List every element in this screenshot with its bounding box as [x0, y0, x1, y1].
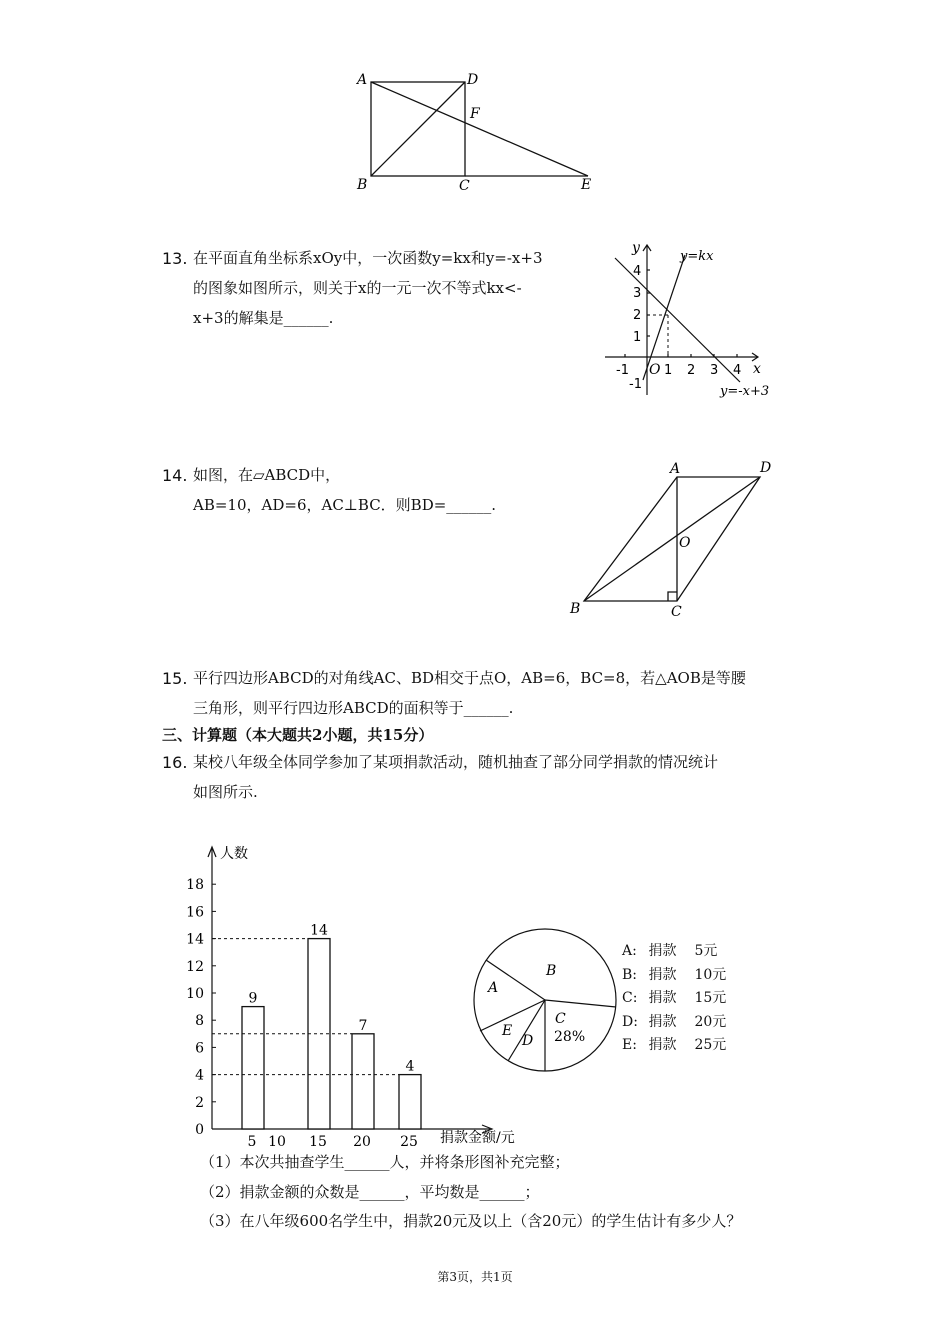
bar-value-label-15: 14 [310, 922, 328, 939]
question-16-sub1: （1）本次共抽查学生______人，并将条形图补充完整； [200, 1153, 570, 1171]
pie-label-c: C [555, 1011, 566, 1027]
question-13-line3: x+3的解集是______. [193, 309, 334, 327]
x-tick-label-15: 15 [309, 1134, 327, 1150]
question-13-number: 13. [162, 249, 188, 268]
axis-x-label: x [753, 361, 761, 377]
axis-y-label: y [632, 240, 640, 256]
label-f: F [470, 106, 480, 122]
legend-row-c: C: 捐款 15元 [622, 990, 727, 1006]
question-13-line1: 在平面直角坐标系xOy中，一次函数y=kx和y=-x+3 [193, 249, 543, 267]
pie-label-b: B [546, 963, 557, 979]
y-tick-1: 1 [633, 330, 642, 345]
legend-row-d: D: 捐款 20元 [622, 1013, 727, 1030]
label-c: C [671, 604, 682, 620]
question-16-number: 16. [162, 753, 188, 772]
legend-row-a: A: 捐款 5元 [622, 943, 718, 959]
question-16-sub2: （2）捐款金额的众数是______，平均数是______； [200, 1183, 540, 1201]
question-15-number: 15. [162, 669, 188, 688]
y-tick-label-8: 8 [195, 1013, 204, 1030]
page-footer: 第3页，共1页 [437, 1270, 513, 1284]
question-16-line2: 如图所示. [193, 783, 258, 801]
question-15-line2: 三角形，则平行四边形ABCD的面积等于______. [193, 699, 514, 717]
pie-chart-donations [470, 925, 620, 1075]
bar-5 [242, 1007, 264, 1129]
x-tick-label-10: 10 [268, 1134, 286, 1150]
pie-label-c-percent: 28% [554, 1029, 586, 1045]
y-tick-4: 4 [633, 264, 642, 279]
pie-label-d: D [522, 1033, 534, 1049]
origin-label: O [649, 362, 661, 378]
label-b: B [357, 177, 368, 193]
legend-row-e: E: 捐款 25元 [622, 1037, 727, 1053]
figure-parallelogram-abcd [560, 455, 790, 625]
legend-row-b: B: 捐款 10元 [622, 966, 727, 983]
y-tick-label-6: 6 [195, 1040, 204, 1057]
y-tick-3: 3 [633, 286, 642, 301]
y-tick-label-14: 14 [186, 931, 204, 948]
line-b-label: y=-x+3 [720, 384, 770, 399]
bar-value-label-5: 9 [248, 990, 258, 1007]
y-tick-label-18: 18 [186, 877, 204, 894]
label-a: A [357, 72, 368, 88]
x-tick-label-20: 20 [353, 1134, 371, 1150]
label-a: A [670, 461, 681, 477]
pie-label-e: E [502, 1023, 513, 1039]
question-14-number: 14. [162, 466, 188, 485]
question-16-sub3: （3）在八年级600名学生中，捐款20元及以上（含20元）的学生估计有多少人？ [200, 1212, 742, 1230]
y-tick-neg1: -1 [629, 377, 642, 392]
y-tick-label-16: 16 [186, 904, 204, 921]
label-d: D [467, 72, 479, 88]
y-axis-label: 人数 [220, 846, 248, 862]
y-tick-label-2: 2 [195, 1094, 204, 1111]
x-tick-3: 3 [710, 363, 719, 378]
y-tick-2: 2 [633, 308, 642, 323]
figure-square-abcd [340, 62, 610, 197]
bar-25 [399, 1075, 421, 1129]
label-b: B [570, 601, 581, 617]
x-tick-label-25: 25 [400, 1134, 418, 1150]
bar-value-label-20: 7 [358, 1017, 368, 1034]
y-tick-label-0: 0 [195, 1122, 204, 1138]
y-tick-label-12: 12 [186, 958, 204, 975]
bar-value-label-25: 4 [405, 1058, 415, 1075]
x-tick-label-5: 5 [247, 1134, 257, 1150]
x-axis-label: 捐款金额/元 [440, 1130, 515, 1146]
pie-legend [622, 940, 742, 1058]
x-tick-2: 2 [687, 363, 696, 378]
x-tick-neg1: -1 [616, 363, 629, 378]
label-d: D [760, 460, 772, 476]
section-heading: 三、计算题（本大题共2小题，共15分） [162, 726, 434, 744]
question-13-line2: 的图象如图所示，则关于x的一元一次不等式kx<- [193, 279, 522, 297]
pie-label-a: A [488, 980, 499, 996]
y-tick-label-10: 10 [186, 986, 204, 1002]
line-kx-label: y=kx [680, 249, 714, 264]
y-tick-label-4: 4 [195, 1067, 204, 1084]
question-15-line1: 平行四边形ABCD的对角线AC、BD相交于点O，AB=6，BC=8，若△AOB是等腰 [193, 669, 746, 687]
bar-20 [352, 1034, 374, 1129]
label-o: O [679, 535, 691, 551]
figure-linear-functions-graph [600, 240, 780, 400]
label-c: C [459, 178, 470, 194]
label-e: E [581, 177, 592, 193]
question-14-line2: AB=10，AD=6，AC⊥BC．则BD=______. [193, 496, 497, 514]
question-14-line1: 如图，在▱ABCD中， [193, 466, 341, 484]
x-tick-1: 1 [664, 363, 673, 378]
question-16-line1: 某校八年级全体同学参加了某项捐款活动，随机抽查了部分同学捐款的情况统计 [193, 753, 719, 771]
x-tick-4: 4 [733, 363, 742, 378]
